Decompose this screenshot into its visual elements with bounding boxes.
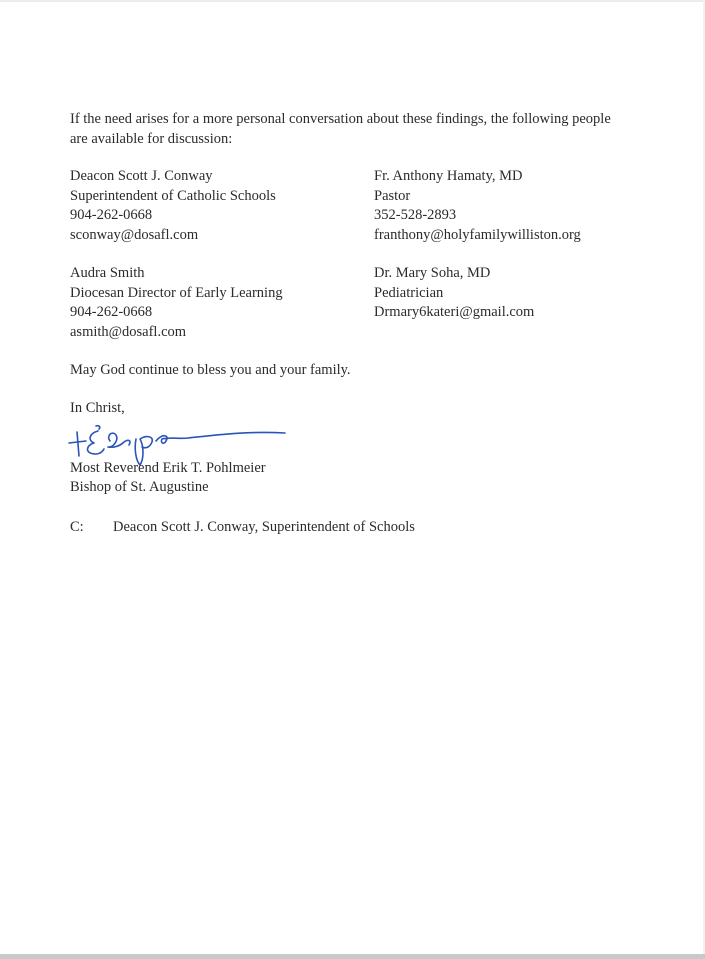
contact-email: sconway@dosafl.com: [70, 226, 199, 243]
contact-phone: 904-262-0668: [70, 304, 153, 320]
contact-phone: 352-528-2893: [374, 207, 457, 223]
cc-recipient: Deacon Scott J. Conway, Superintendent of Schools: [113, 519, 415, 535]
signer-title: Bishop of St. Augustine: [70, 479, 209, 495]
intro-paragraph: If the need arises for a more personal conversation about these findings, the following people are available for discussion:: [70, 111, 611, 147]
contact-hamaty: [374, 167, 581, 245]
signer-name: Most Reverend Erik T. Pohlmeier: [70, 460, 266, 476]
closing-line: In Christ,: [70, 400, 125, 416]
contact-name: Fr. Anthony Hamaty, MD: [374, 168, 523, 184]
contact-soha: [374, 264, 534, 323]
contact-smith: [70, 264, 283, 342]
contact-name: Deacon Scott J. Conway: [70, 168, 213, 184]
blessing-line: May God continue to bless you and your family.: [70, 362, 351, 378]
contact-conway: [70, 167, 276, 245]
contact-email: asmith@dosafl.com: [70, 323, 187, 340]
contact-email: franthony@holyfamilywilliston.org: [374, 226, 581, 243]
contact-name: Dr. Mary Soha, MD: [374, 265, 491, 281]
cc-label: C:: [70, 519, 84, 535]
contact-title: Diocesan Director of Early Learning: [70, 284, 283, 301]
contact-phone: 904-262-0668: [70, 207, 153, 223]
contact-title: Pastor: [374, 187, 411, 204]
contact-email: Drmary6kateri@gmail.com: [374, 304, 535, 320]
contact-name: Audra Smith: [70, 265, 145, 281]
bottom-edge-divider: [0, 954, 705, 959]
top-edge-divider: [0, 0, 705, 2]
contact-title: Pediatrician: [374, 284, 444, 301]
contact-title: Superintendent of Catholic Schools: [70, 187, 276, 204]
